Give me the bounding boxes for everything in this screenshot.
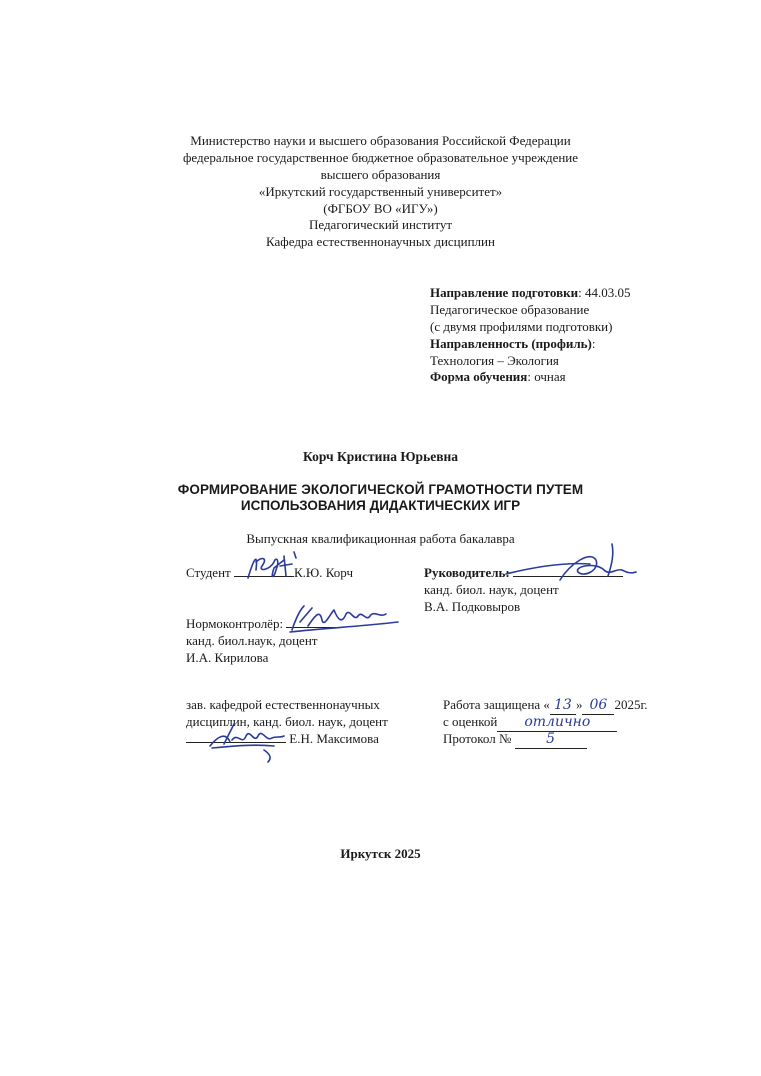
head-position-line2: дисциплин, канд. биол. наук, доцент — [186, 714, 388, 729]
defense-prefix: Работа защищена « — [443, 697, 550, 712]
grade-value: отлично — [524, 714, 591, 730]
focus-row — [430, 335, 596, 352]
ministry-line: Министерство науки и высшего образования Российской Федерации — [190, 133, 571, 148]
student-label: Студент — [186, 565, 231, 580]
head-signature — [204, 716, 288, 764]
normcontrol-name: И.А. Кирилова — [186, 650, 269, 665]
student-name: К.Ю. Корч — [293, 565, 353, 580]
normcontrol-signature — [286, 600, 402, 636]
supervisor-signature — [500, 540, 640, 586]
city-year: Иркутск 2025 — [340, 846, 421, 861]
direction-code: : 44.03.05 — [578, 285, 631, 300]
form-row — [430, 368, 566, 385]
work-type: Выпускная квалификационная работа бакалавра — [246, 531, 515, 546]
supervisor-degree: канд. биол. наук, доцент — [424, 582, 559, 597]
protocol-number: 5 — [546, 731, 556, 747]
defense-year: 2025г. — [614, 697, 648, 712]
defense-month: 06 — [589, 697, 608, 713]
focus-label: Направленность (профиль) — [430, 336, 592, 351]
direction-note: (с двумя профилями подготовки) — [430, 319, 613, 334]
supervisor-name: В.А. Подковыров — [424, 599, 521, 614]
normcontrol-degree: канд. биол.наук, доцент — [186, 633, 318, 648]
head-name: Е.Н. Максимова — [289, 731, 379, 746]
supervisor-label: Руководитель: — [424, 565, 510, 580]
form-label: Форма обучения — [430, 369, 528, 384]
institution-type-line: федеральное государственное бюджетное образовательное учреждение — [182, 150, 579, 165]
student-signature — [240, 548, 302, 584]
defense-day: 13 — [554, 697, 572, 713]
department-name: Кафедра естественнонаучных дисциплин — [266, 234, 495, 249]
thesis-title-line1: ФОРМИРОВАНИЕ ЭКОЛОГИЧЕСКОЙ ГРАМОТНОСТИ ПУТЕМ — [177, 482, 584, 497]
direction-row — [430, 284, 630, 301]
university-abbreviation: (ФГБОУ ВО «ИГУ») — [323, 201, 438, 216]
protocol-field — [515, 730, 587, 749]
form-value: : очная — [527, 369, 566, 384]
normcontrol-label: Нормоконтролёр: — [186, 616, 284, 631]
university-name: «Иркутский государственный университет» — [258, 184, 503, 199]
direction-name: Педагогическое образование — [430, 302, 590, 317]
defense-date-separator: » — [575, 697, 583, 712]
institute-name: Педагогический институт — [308, 217, 453, 232]
direction-label: Направление подготовки — [430, 285, 579, 300]
protocol-row — [443, 730, 587, 749]
focus-value: Технология – Экология — [430, 353, 559, 368]
head-position-line1: зав. кафедрой естественнонаучных — [186, 697, 380, 712]
protocol-label: Протокол № — [443, 731, 512, 746]
thesis-title-line2: ИСПОЛЬЗОВАНИЯ ДИДАКТИЧЕСКИХ ИГР — [240, 498, 521, 513]
grade-label: с оценкой — [443, 714, 498, 729]
focus-colon: : — [591, 336, 596, 351]
education-level-line: высшего образования — [320, 167, 441, 182]
author-name: Корч Кристина Юрьевна — [302, 449, 459, 464]
